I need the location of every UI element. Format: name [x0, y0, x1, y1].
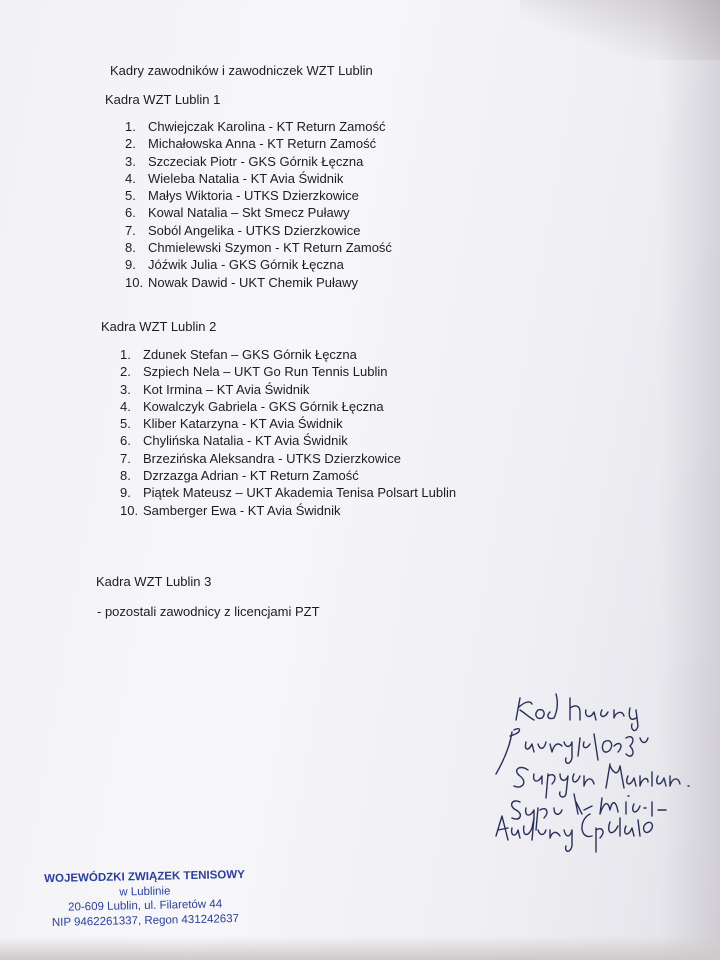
list-item [125, 187, 392, 204]
item-number: 7. [120, 450, 131, 466]
item-number: 6. [120, 433, 131, 449]
item-number: 8. [125, 240, 136, 256]
list-item [125, 153, 392, 170]
list-item [125, 135, 392, 152]
item-text: Piątek Mateusz – UKT Akademia Tenisa Polsart Lublin [143, 485, 457, 501]
document-title: Kadry zawodników i zawodniczek WZT Lublin [110, 63, 373, 78]
handwritten-signatures [480, 690, 710, 860]
list-item [120, 502, 456, 519]
list-item [120, 484, 456, 501]
item-text: Soból Angelika - UTKS Dzierzkowice [148, 222, 361, 238]
item-number: 3. [125, 153, 136, 169]
item-number: 9. [125, 257, 136, 273]
item-text: Brzezińska Aleksandra - UTKS Dzierzkowice [143, 450, 401, 466]
list-item [125, 204, 392, 221]
list-item [120, 381, 456, 398]
list-item [120, 467, 456, 484]
item-number: 5. [125, 188, 136, 204]
list-item [120, 450, 456, 467]
item-number: 4. [125, 170, 136, 186]
kadra1-heading: Kadra WZT Lublin 1 [105, 92, 221, 107]
list-item [125, 118, 392, 135]
item-number: 7. [125, 222, 136, 238]
kadra3-note: - pozostali zawodnicy z licencjami PZT [97, 604, 320, 619]
item-text: Kowal Natalia – Skt Smecz Puławy [148, 205, 350, 221]
kadra1-list [125, 118, 392, 291]
page-shadow-top [520, 0, 720, 60]
list-item [120, 398, 456, 415]
item-number: 1. [125, 119, 136, 134]
list-item [120, 346, 456, 363]
item-text: Dzrzazga Adrian - KT Return Zamość [143, 468, 359, 484]
item-text: Chylińska Natalia - KT Avia Świdnik [143, 433, 348, 449]
item-number: 5. [120, 416, 131, 432]
item-text: Chmielewski Szymon - KT Return Zamość [148, 240, 392, 256]
page-shadow-bottom [0, 936, 720, 960]
list-item [125, 239, 392, 256]
stamp-address: 20-609 Lublin, ul. Filaretów 44 [67, 898, 223, 914]
item-number: 10. [120, 502, 139, 518]
list-item [125, 222, 392, 239]
item-number: 2. [120, 364, 131, 380]
item-number: 2. [125, 136, 136, 152]
item-number: 6. [125, 205, 136, 221]
item-text: Kliber Katarzyna - KT Avia Świdnik [143, 416, 343, 432]
kadra2-list [120, 346, 456, 519]
item-text: Jóźwik Julia - GKS Górnik Łęczna [148, 257, 344, 273]
item-text: Wieleba Natalia - KT Avia Świdnik [148, 170, 344, 186]
signature-line-1 [516, 694, 638, 730]
item-number: 1. [120, 347, 131, 362]
list-item [120, 432, 456, 449]
item-text: Małys Wiktoria - UTKS Dzierzkowice [148, 188, 359, 204]
item-number: 10. [125, 274, 144, 290]
list-item [125, 256, 392, 273]
item-text: Nowak Dawid - UKT Chemik Puławy [148, 274, 358, 290]
signature-line-5 [496, 814, 652, 852]
stamp-tax-ids: NIP 9462261337, Regon 431242637 [51, 912, 240, 929]
item-number: 9. [120, 485, 131, 501]
item-text: Zdunek Stefan – GKS Górnik Łęczna [143, 347, 357, 362]
item-text: Michałowska Anna - KT Return Zamość [148, 136, 377, 152]
item-number: 4. [120, 398, 131, 414]
item-number: 8. [120, 468, 131, 484]
stamp-city: w Lublinie [119, 884, 171, 899]
item-text: Szczeciak Piotr - GKS Górnik Łęczna [148, 153, 364, 169]
item-text: Kot Irmina – KT Avia Świdnik [143, 381, 310, 397]
item-text: Szpiech Nela – UKT Go Run Tennis Lublin [143, 364, 388, 380]
list-item [120, 363, 456, 380]
item-text: Kowalczyk Gabriela - GKS Górnik Łęczna [143, 398, 384, 414]
stamp-org-name: WOJEWÓDZKI ZWIĄZEK TENISOWY [44, 868, 245, 886]
item-text: Samberger Ewa - KT Avia Świdnik [143, 502, 341, 518]
signature-line-3 [514, 764, 689, 798]
item-text: Chwiejczak Karolina - KT Return Zamość [148, 119, 386, 134]
list-item [120, 415, 456, 432]
signature-line-4 [512, 794, 666, 830]
list-item [125, 170, 392, 187]
list-item [125, 274, 392, 291]
item-number: 3. [120, 381, 131, 397]
kadra3-heading: Kadra WZT Lublin 3 [96, 574, 212, 589]
organization-stamp [39, 868, 250, 930]
kadra2-heading: Kadra WZT Lublin 2 [101, 319, 217, 334]
